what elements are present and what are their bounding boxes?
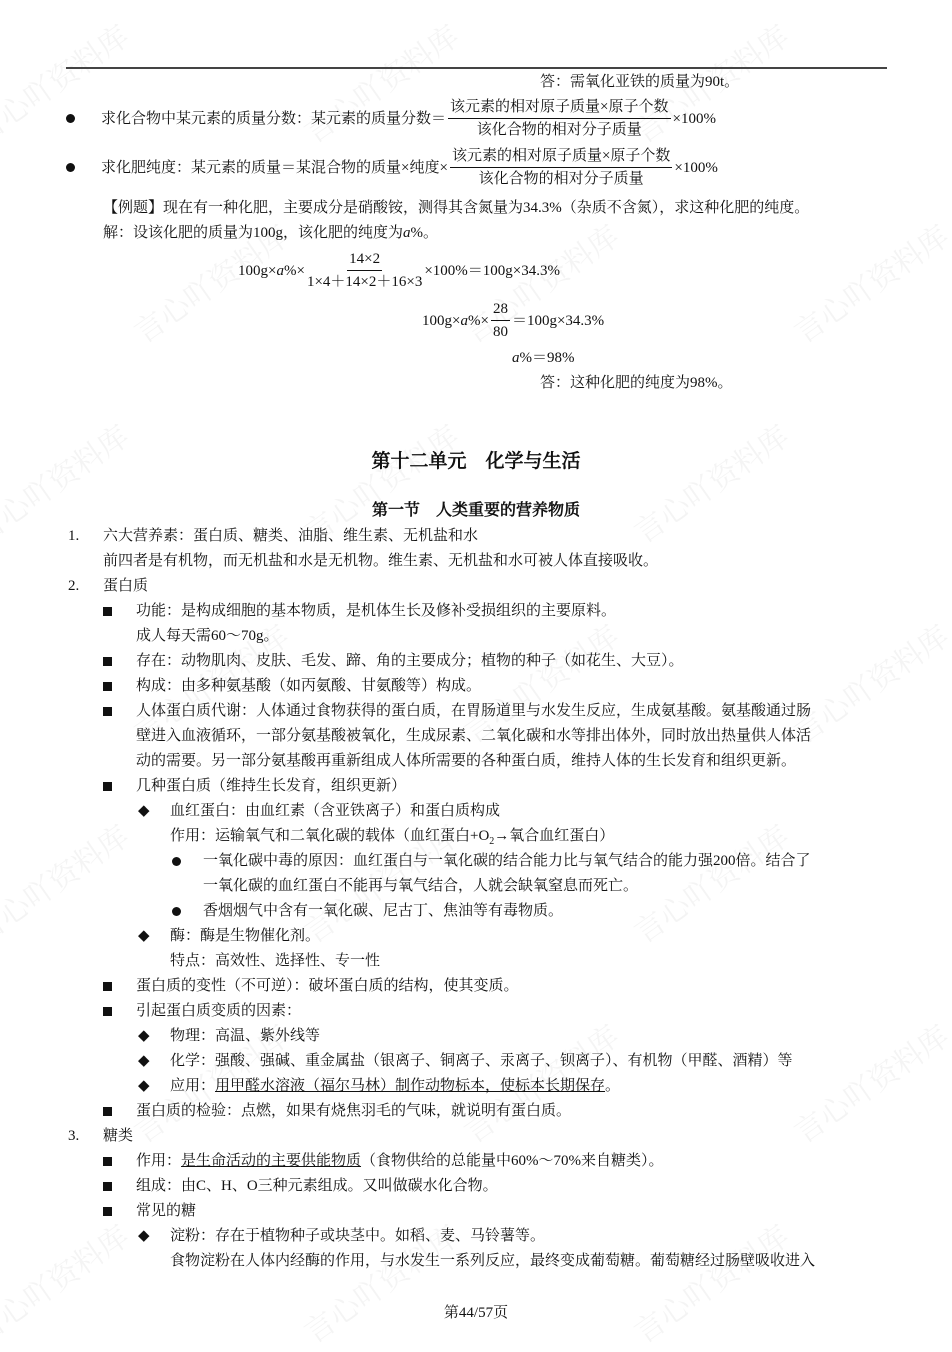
- list-number: 1.: [68, 528, 80, 544]
- text-segment: 前四者是有机物，而无机盐和水是无机物。维生素、无机盐和水可被人体直接吸收。: [103, 553, 659, 569]
- list-item: [0, 649, 952, 674]
- list-item: [0, 1024, 952, 1049]
- answer-line: 答：这种化肥的纯度为98%。: [540, 375, 733, 391]
- list-item-text: [136, 674, 481, 699]
- text-segment: 蛋白质的变性（不可逆）：破坏蛋白质的结构，使其变质。: [136, 978, 519, 994]
- header-rule: [66, 67, 887, 69]
- text-segment: 几种蛋白质（维持生长发育，组织更新）: [136, 778, 407, 794]
- list-item-text: [136, 624, 279, 649]
- answer-line: 答：需氧化亚铁的质量为90t。: [540, 74, 740, 90]
- text-segment: 化学：强酸、强碱、重金属盐（银离子、铜离子、汞离子、钡离子）、有机物（甲醛、酒精）等: [170, 1053, 793, 1069]
- text-segment: 一氧化碳的血红蛋白不能再与氧气结合，人就会缺氧窒息而死亡。: [203, 878, 639, 894]
- square-bullet-icon: [103, 1149, 112, 1174]
- list-item: [0, 949, 952, 974]
- text-segment: 蛋白质的检验：点燃，如果有烧焦羽毛的气味，就说明有蛋白质。: [136, 1103, 572, 1119]
- text-segment: 淀粉：存在于植物种子或块茎中。如稻、麦、马铃薯等。: [170, 1228, 546, 1244]
- diamond-bullet-icon: ◆: [138, 1078, 150, 1094]
- list-item-text: [203, 899, 563, 924]
- fraction: $\frac{\text{该元素的相对原子质量×原子个数}}{\text{该化合物的相对分子质量}}$: [450, 145, 672, 190]
- list-item-text: [136, 974, 519, 999]
- square-bullet-icon: [103, 999, 112, 1024]
- list-item: [0, 699, 952, 724]
- text-segment: 人体蛋白质代谢：人体通过食物获得的蛋白质，在胃肠道里与水发生反应，生成氨基酸。氨基酸通过肠: [136, 703, 812, 719]
- diamond-bullet-icon: ◆: [138, 1053, 150, 1069]
- text-segment: →氧合血红蛋白）: [494, 828, 615, 844]
- square-bullet-icon: [103, 974, 112, 999]
- square-bullet-icon: [103, 774, 112, 799]
- list-item: [0, 1049, 952, 1074]
- list-item-text: [170, 924, 320, 949]
- list-item-text: [170, 949, 380, 974]
- text-segment: 壁进入血液循环，一部分氨基酸被氧化，生成尿素、二氧化碳和水等排出体外，同时放出热量供人体活: [136, 728, 812, 744]
- list-item-text: [203, 849, 811, 874]
- list-item: [0, 1224, 952, 1249]
- list-item: [0, 1174, 952, 1199]
- text-segment: 糖类: [103, 1128, 134, 1144]
- text-segment: 。: [605, 1078, 621, 1094]
- list-item: [0, 549, 952, 574]
- example-question: 【例题】现在有一种化肥，主要成分是硝酸铵，测得其含氮量为34.3%（杂质不含氮），求这种化肥的纯度。: [103, 200, 810, 216]
- list-item: [0, 599, 952, 624]
- square-bullet-icon: [103, 1199, 112, 1224]
- list-number: 2.: [68, 578, 80, 594]
- list-item: [0, 574, 952, 599]
- list-item: [0, 799, 952, 824]
- text-segment: 酶：酶是生物催化剂。: [170, 928, 321, 944]
- text-segment: 引起蛋白质变质的因素：: [136, 1003, 302, 1019]
- list-item-text: [136, 599, 616, 624]
- square-bullet-icon: [103, 1099, 112, 1124]
- text-segment: 香烟烟气中含有一氧化碳、尼古丁、焦油等有毒物质。: [203, 903, 564, 919]
- list-item: [0, 1099, 952, 1124]
- square-bullet-icon: [103, 599, 112, 624]
- page-number: 第44/57页: [443, 1305, 509, 1321]
- list-item-text: [136, 1199, 196, 1224]
- list-item-text: [136, 699, 811, 724]
- underlined-text: 是生命活动的主要供能物质: [181, 1153, 362, 1169]
- diamond-bullet-icon: ◆: [138, 1028, 150, 1044]
- list-item-text: [203, 874, 638, 899]
- list-item: [0, 924, 952, 949]
- list-item: [0, 749, 952, 774]
- list-item: [0, 1074, 952, 1099]
- equation-1: 100g× a %× $\frac{14\times 2}{1\times 4+14\times 2+16\times 3}$ ×100%＝100g×34.3%: [238, 248, 560, 293]
- list-item-text: [170, 1049, 793, 1074]
- list-item: [0, 874, 952, 899]
- formula-mass-fraction: 求化合物中某元素的质量分数： 某元素的质量分数＝ $\frac{\text{该元素的相对原子质量×原子个数}}{\text{该化合物的相对分子质量}}$ ×100%: [66, 96, 716, 141]
- list-item-text: [136, 1174, 498, 1199]
- list-item-text: [136, 749, 796, 774]
- text-segment: 动的需要。另一部分氨基酸再重新组成人体所需要的各种蛋白质，维持人体的生长发育和组织更新。: [136, 753, 797, 769]
- text-segment: 组成：由C、H、O三种元素组成。又叫做碳水化合物。: [136, 1178, 498, 1194]
- list-item-text: [170, 799, 500, 824]
- text-segment: 存在：动物肌肉、皮肤、毛发、蹄、角的主要成分；植物的种子（如花生、大豆）。: [136, 653, 684, 669]
- list-item: [0, 774, 952, 799]
- list-item-text: [103, 1124, 133, 1149]
- solution-intro: 解：设该化肥的质量为100g，该化肥的纯度为a%。: [103, 225, 439, 241]
- underlined-text: 用甲醛水溶液（福尔马林）制作动物标本，使标本长期保存: [215, 1078, 606, 1094]
- list-item-text: [103, 574, 148, 599]
- text-segment: 应用：: [170, 1078, 216, 1094]
- circle-bullet-icon: [172, 899, 181, 924]
- list-item-text: [170, 1249, 815, 1274]
- list-item-text: [103, 549, 658, 574]
- square-bullet-icon: [103, 1174, 112, 1199]
- list-item: [0, 1199, 952, 1224]
- list-item-text: [136, 649, 684, 674]
- diamond-bullet-icon: ◆: [138, 928, 150, 944]
- list-item-text: [170, 1224, 545, 1249]
- text-segment: 常见的糖: [136, 1203, 197, 1219]
- diamond-bullet-icon: ◆: [138, 803, 150, 819]
- text-segment: （食物供给的总能量中60%～70%来自糖类）。: [361, 1153, 664, 1169]
- equation-2: 100g× a %× $\frac{28}{80}$ ＝100g×34.3%: [422, 298, 604, 343]
- list-item-text: [136, 724, 811, 749]
- list-item: [0, 724, 952, 749]
- square-bullet-icon: [103, 674, 112, 699]
- list-item-text: [136, 1149, 664, 1174]
- bullet-icon: [66, 114, 75, 123]
- text-segment: 作用：: [136, 1153, 182, 1169]
- square-bullet-icon: [103, 699, 112, 724]
- text-segment: 血红蛋白：由血红素（含亚铁离子）和蛋白质构成: [170, 803, 501, 819]
- list-item: [0, 1249, 952, 1274]
- text-segment: 物理：高温、紫外线等: [170, 1028, 321, 1044]
- list-item: [0, 999, 952, 1024]
- list-number: 3.: [68, 1128, 80, 1144]
- text-segment: 蛋白质: [103, 578, 149, 594]
- text-segment: 功能：是构成细胞的基本物质，是机体生长及修补受损组织的主要原料。: [136, 603, 617, 619]
- text-segment: 成人每天需60～70g。: [136, 628, 279, 644]
- fraction: $\frac{\text{该元素的相对原子质量×原子个数}}{\text{该化合物的相对分子质量}}$: [448, 96, 670, 141]
- unit-title: 第十二单元 化学与生活: [371, 450, 581, 472]
- section-title: 第一节 人类重要的营养物质: [371, 500, 580, 519]
- text-segment: 食物淀粉在人体内经酶的作用，与水发生一系列反应，最终变成葡萄糖。葡萄糖经过肠壁吸收进入: [170, 1253, 816, 1269]
- list-item-text: [170, 1024, 320, 1049]
- list-item: [0, 524, 952, 549]
- watermark-text: [784, 212, 952, 351]
- list-item: [0, 849, 952, 874]
- equation-3: a%＝98%: [512, 350, 575, 366]
- list-item: [0, 824, 952, 849]
- list-item-text: [170, 1074, 620, 1099]
- diamond-bullet-icon: ◆: [138, 1228, 150, 1244]
- content-list: [0, 524, 952, 1274]
- square-bullet-icon: [103, 649, 112, 674]
- list-item: [0, 1149, 952, 1174]
- bullet-icon: [66, 163, 75, 172]
- list-item-text: [136, 774, 406, 799]
- text-segment: 特点：高效性、选择性、专一性: [170, 953, 381, 969]
- formula-fertilizer-purity: 求化肥纯度： 某元素的质量＝某混合物的质量×纯度× $\frac{\text{该元素的相对原子质量×原子个数}}{\text{该化合物的相对分子质量}}$ ×100%: [66, 145, 718, 190]
- text-segment: 2: [489, 836, 495, 847]
- text-segment: 构成：由多种氨基酸（如丙氨酸、甘氨酸等）构成。: [136, 678, 482, 694]
- circle-bullet-icon: [172, 849, 181, 874]
- list-item: [0, 624, 952, 649]
- text-segment: 作用：运输氧气和二氧化碳的载体（血红蛋白+O: [170, 828, 490, 844]
- list-item: [0, 974, 952, 999]
- list-item-text: [136, 999, 301, 1024]
- list-item: [0, 899, 952, 924]
- text-segment: 六大营养素：蛋白质、糖类、油脂、维生素、无机盐和水: [103, 528, 479, 544]
- list-item-text: [136, 1099, 571, 1124]
- text-segment: 一氧化碳中毒的原因：血红蛋白与一氧化碳的结合能力比与氧气结合的能力强200倍。结合了: [203, 853, 811, 869]
- list-item: [0, 1124, 952, 1149]
- list-item-text: [103, 524, 478, 549]
- list-item: [0, 674, 952, 699]
